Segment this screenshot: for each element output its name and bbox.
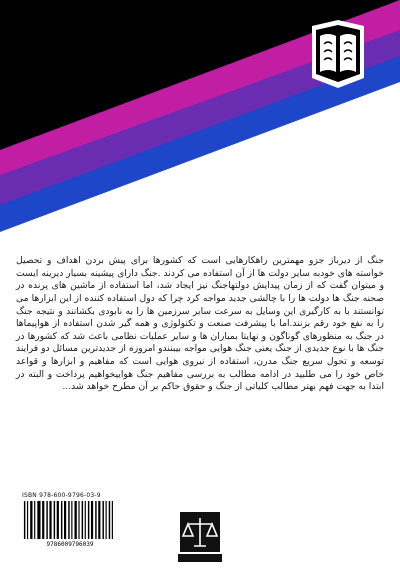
barcode-bar bbox=[49, 501, 51, 539]
barcode-bar bbox=[37, 501, 40, 539]
barcode-bar bbox=[85, 501, 86, 539]
barcode-bar bbox=[112, 501, 113, 539]
barcode-bar bbox=[102, 501, 103, 539]
barcode-bar bbox=[61, 501, 62, 539]
barcode-bar bbox=[57, 501, 59, 539]
barcode-bar bbox=[74, 501, 76, 539]
scales-of-justice-icon bbox=[170, 510, 230, 564]
isbn-number: ISBN 978-600-9796-03-9 bbox=[22, 492, 101, 499]
barcode-bar bbox=[46, 501, 47, 539]
barcode-block bbox=[18, 492, 122, 554]
barcode-bar bbox=[34, 501, 35, 539]
barcode-bar bbox=[91, 501, 93, 539]
barcode-bar bbox=[95, 501, 96, 539]
barcode-bar bbox=[78, 501, 79, 539]
barcode-bar bbox=[54, 501, 55, 539]
barcode-bar bbox=[24, 501, 25, 539]
back-cover-text: جنگ از دیرباز جزو مهمترین راهکارهایی است که کشورها برای پیش بردن اهداف و تحصیل خواسته های خودبه سایر دولت ها از آن استفاده می کردند .جنگ دارای پیشینه بسیار دیرینه ایست و میتوان گفت که از زمان پیدایش دولتهاجنگ نیز ایجاد شد، اما استفاده از ماشین های پرنده در صحنه جنگ ها دولت ها را با چالشی جدید مواجه کرد چرا که دول استفاده کننده از این ابزارها می توانستند با به کارگیری این وسایل به سرعت سایر سرزمین ها را به نابودی بکشانند و نتیجه جنگ را به نفع خود رقم بزنند.اما با پیشرفت صنعت و تکنولوژی و همه گیر شدن استفاده از هواپیماها در جنگ به منظورهای گوناگون و نهایتا بمباران ها و سایر عملیات نظامی باعث شد که کشورها در جنگ ها با نوع جدیدی از جنگ یعنی جنگ هوایی مواجه بیبنندو امروزه از جدیدترین مسائل دو فرایند توسعه و تحول سریع جنگ مدرن، استفاده از نیروی هوایی است که مفاهیم و ابزارها و قواعد خاص خود را می طلبید در ادامه مطالب به بررسی مفاهیم جنگ هواییخواهیم پرداخت و البته در ابتدا به جهت فهم بهتر مطالب کلیاتی از جنگ و حقوق حاکم بر آن مطرح خواهد شد... bbox=[16, 255, 384, 393]
barcode-bar bbox=[106, 501, 107, 539]
barcode-bar bbox=[71, 501, 72, 539]
barcode-bar bbox=[27, 501, 28, 539]
barcode-bar bbox=[109, 501, 110, 539]
barcode bbox=[21, 501, 119, 547]
barcode-bar bbox=[98, 501, 100, 539]
barcode-bar bbox=[88, 501, 89, 539]
book-emblem-icon bbox=[306, 18, 370, 92]
barcode-bar bbox=[82, 501, 83, 539]
barcode-bar bbox=[64, 501, 66, 539]
barcode-bar bbox=[30, 501, 32, 539]
barcode-bar bbox=[68, 501, 69, 539]
barcode-digits: 9786009796039 bbox=[46, 541, 94, 547]
barcode-bar bbox=[42, 501, 44, 539]
